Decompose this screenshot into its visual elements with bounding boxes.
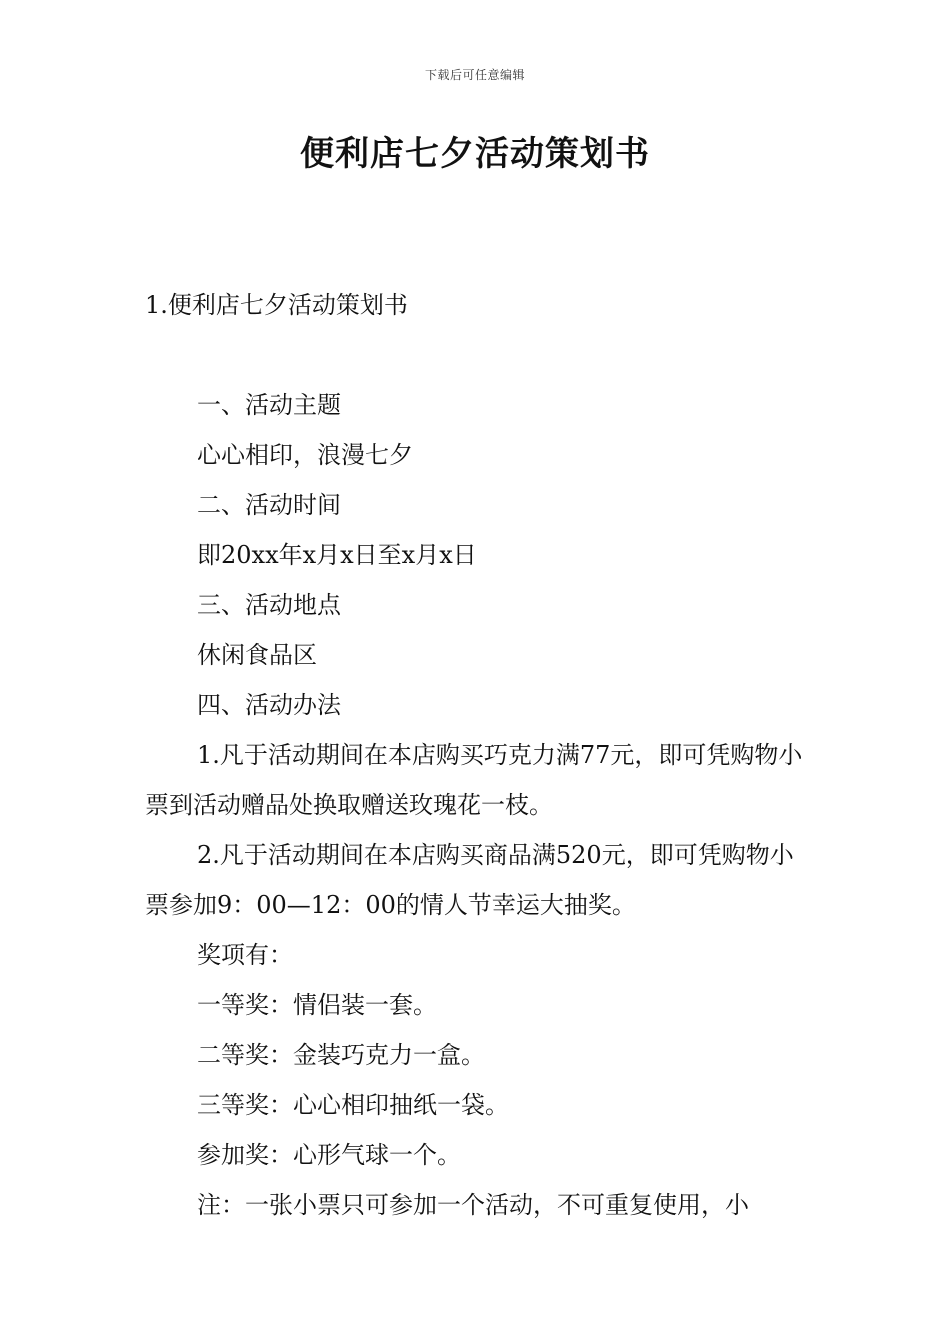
header-note: 下载后可任意编辑 (424, 68, 525, 82)
document-title: 便利店七夕活动策划书 (300, 134, 650, 174)
paragraph-second-prize: 二等奖：金装巧克力一盒。 (197, 1041, 485, 1069)
document-body (145, 280, 810, 1230)
paragraph-third-prize: 三等奖：心心相印抽纸一袋。 (197, 1091, 509, 1119)
heading-location: 三、活动地点 (197, 591, 341, 619)
paragraph-prizes-heading: 奖项有： (197, 941, 293, 969)
paragraph-method-2: 2.凡于活动期间在本店购买商品满520元，即可凭购物小票参加9：00—12：00的情人节幸运大抽奖。 (145, 841, 794, 919)
section-title: 1.便利店七夕活动策划书 (145, 291, 408, 319)
heading-method: 四、活动办法 (197, 691, 341, 719)
paragraph-first-prize: 一等奖：情侣装一套。 (197, 991, 437, 1019)
paragraph-note: 注：一张小票只可参加一个活动，不可重复使用，小 (197, 1191, 749, 1219)
paragraph-theme: 心心相印，浪漫七夕 (197, 441, 413, 469)
paragraph-participation-prize: 参加奖：心形气球一个。 (197, 1141, 461, 1169)
paragraph-location: 休闲食品区 (197, 641, 317, 669)
heading-time: 二、活动时间 (197, 491, 341, 519)
paragraph-method-1: 1.凡于活动期间在本店购买巧克力满77元，即可凭购物小票到活动赠品处换取赠送玫瑰花一枝。 (145, 741, 803, 819)
heading-theme: 一、活动主题 (197, 391, 341, 419)
paragraph-time: 即20xx年x月x日至x月x日 (197, 541, 477, 569)
